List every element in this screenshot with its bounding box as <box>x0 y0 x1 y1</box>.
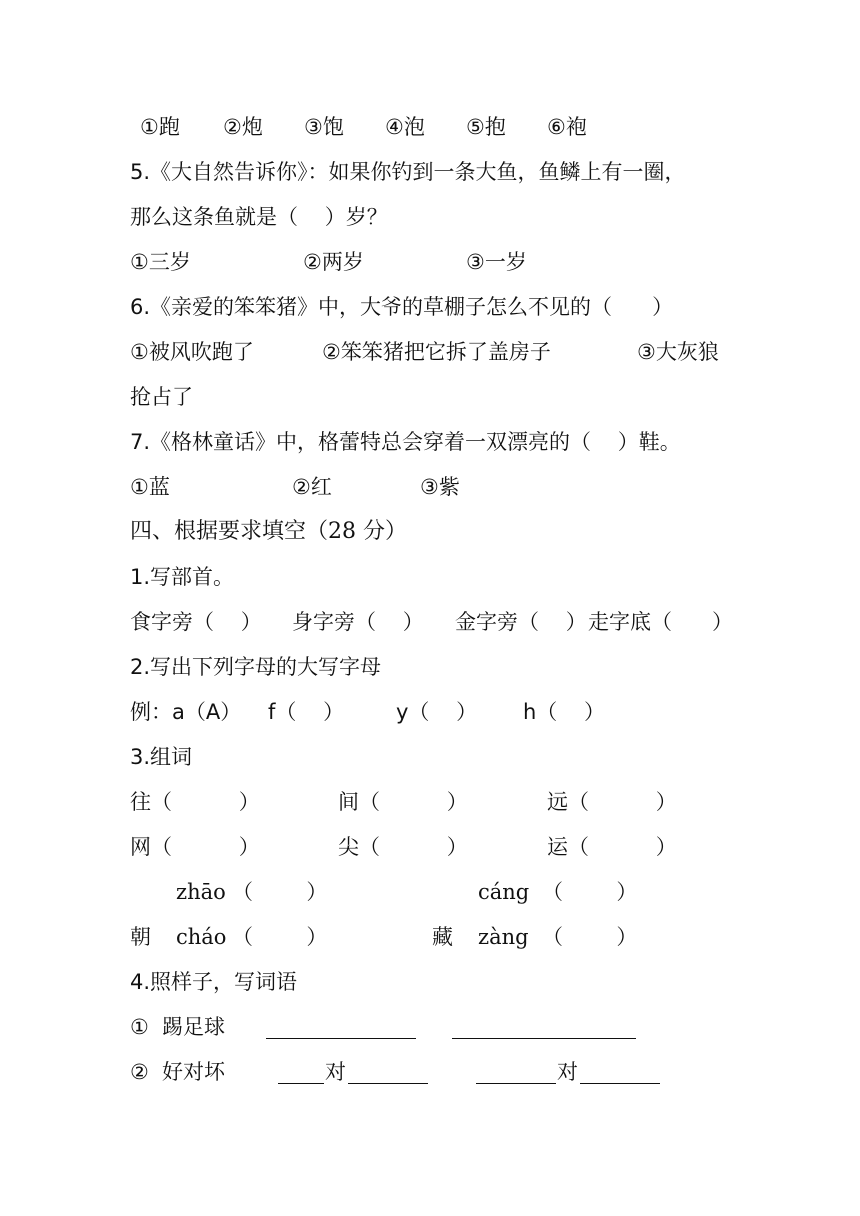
answer-blank-2b[interactable] <box>348 1083 428 1084</box>
example-1-number: ① <box>130 1015 149 1039</box>
example-2-number: ② <box>130 1060 149 1084</box>
answer-blank-2a[interactable] <box>278 1083 324 1084</box>
pinyin-chao: cháo <box>176 925 227 949</box>
q4-option-1: ①跑 <box>140 115 180 139</box>
connector-dui-1: 对 <box>325 1060 346 1084</box>
part-4-title: 4.照样子，写词语 <box>130 970 298 994</box>
polyphone-char-zhao: 朝 <box>130 925 151 949</box>
pinyin-cang-blank: （ ） <box>542 880 638 904</box>
q5-option-1: ①三岁 <box>130 250 191 274</box>
word-item-4: 网（ ） <box>130 835 260 859</box>
pinyin-zang: zàng <box>478 925 529 949</box>
word-item-1: 往（ ） <box>130 790 260 814</box>
q4-option-3: ③饱 <box>304 115 344 139</box>
radical-item-2: 身字旁（ ） <box>292 610 424 634</box>
pinyin-zhao-blank: （ ） <box>232 880 328 904</box>
example-2-word: 好对坏 <box>162 1060 225 1084</box>
q5-question-line1: 5.《大自然告诉你》：如果你钓到一条大鱼，鱼鳞上有一圈， <box>130 160 686 184</box>
answer-blank-2d[interactable] <box>580 1083 660 1084</box>
radical-item-4: 走字底（ ） <box>588 610 734 634</box>
part-3-title: 3.组词 <box>130 745 193 769</box>
q5-question-line2: 那么这条鱼就是（ ）岁？ <box>130 205 388 229</box>
q7-option-2: ②红 <box>292 475 332 499</box>
answer-blank-1b[interactable] <box>452 1038 636 1039</box>
q4-option-6: ⑥袍 <box>547 115 587 139</box>
q4-option-4: ④泡 <box>385 115 425 139</box>
uppercase-item-h: h（ ） <box>523 700 606 724</box>
q7-question-line1: 7.《格林童话》中，格蕾特总会穿着一双漂亮的（ ）鞋。 <box>130 430 681 454</box>
pinyin-zang-blank: （ ） <box>542 925 638 949</box>
uppercase-item-y: y（ ） <box>396 700 478 724</box>
q6-option-3-continued: 抢占了 <box>130 385 193 409</box>
part-2-title: 2.写出下列字母的大写字母 <box>130 655 382 679</box>
part-1-title: 1.写部首。 <box>130 565 235 589</box>
radical-item-3: 金字旁（ ） <box>455 610 587 634</box>
q7-option-3: ③紫 <box>420 475 460 499</box>
answer-blank-1a[interactable] <box>266 1038 416 1039</box>
word-item-3: 远（ ） <box>547 790 677 814</box>
q6-option-3: ③大灰狼 <box>637 340 719 364</box>
q5-option-3: ③一岁 <box>466 250 527 274</box>
radical-item-1: 食字旁（ ） <box>130 610 262 634</box>
q7-option-1: ①蓝 <box>130 475 170 499</box>
answer-blank-2c[interactable] <box>476 1083 556 1084</box>
pinyin-zhao: zhāo <box>176 880 226 904</box>
uppercase-item-f: f（ ） <box>268 700 345 724</box>
uppercase-example: 例：a（A） <box>130 700 242 724</box>
q6-option-2: ②笨笨猪把它拆了盖房子 <box>322 340 551 364</box>
q6-option-1: ①被风吹跑了 <box>130 340 254 364</box>
pinyin-chao-blank: （ ） <box>232 925 328 949</box>
word-item-2: 间（ ） <box>338 790 468 814</box>
polyphone-char-cang: 藏 <box>432 925 453 949</box>
connector-dui-2: 对 <box>557 1060 578 1084</box>
example-1-word: 踢足球 <box>162 1015 225 1039</box>
pinyin-cang: cáng <box>478 880 530 904</box>
q4-option-5: ⑤抱 <box>466 115 506 139</box>
word-item-6: 运（ ） <box>547 835 677 859</box>
word-item-5: 尖（ ） <box>338 835 468 859</box>
section-4-heading: 四、根据要求填空（28 分） <box>130 519 407 544</box>
q5-option-2: ②两岁 <box>303 250 364 274</box>
q6-question-line1: 6.《亲爱的笨笨猪》中，大爷的草棚子怎么不见的（ ） <box>130 295 674 319</box>
q4-option-2: ②炮 <box>223 115 263 139</box>
